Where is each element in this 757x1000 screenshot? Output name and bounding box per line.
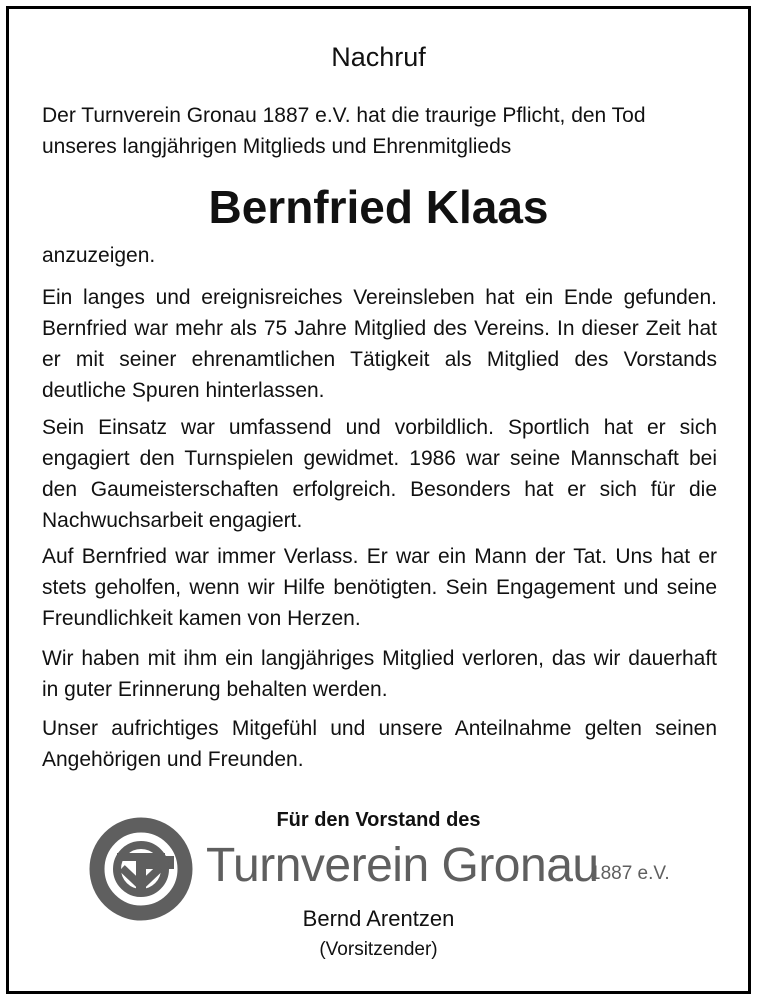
paragraph-1: Ein langes und ereignisreiches Vereinsleben hat ein Ende gefunden. Bernfried war mehr als 75 Jahre Mitglied des Vereins. In dieser Zeit hat er mit seiner ehrenamtlichen Tätigkeit als Mitglied des Vorstands deutliche Spuren hinterlassen. xyxy=(42,286,717,402)
after-name-text: anzuzeigen. xyxy=(42,244,156,267)
paragraph-3: Auf Bernfried war immer Verlass. Er war ein Mann der Tat. Uns hat er stets geholfen, wenn wir Hilfe benötigten. Sein Engagement und seine Freundlichkeit kamen von Herzen. xyxy=(42,545,717,630)
club-name: Turnverein Gronau xyxy=(206,839,599,892)
deceased-name: Bernfried Klaas xyxy=(208,181,549,233)
club-year: 1887 e.V. xyxy=(590,863,670,884)
signer-name: Bernd Arentzen xyxy=(302,906,455,931)
signature-heading: Für den Vorstand des xyxy=(276,809,481,831)
paragraph-5: Unser aufrichtiges Mitgefühl und unsere Anteilnahme gelten seinen Angehörigen und Freunden. xyxy=(42,717,717,771)
paragraph-4: Wir haben mit ihm ein langjähriges Mitglied verloren, das wir dauerhaft in guter Erinnerung behalten werden. xyxy=(42,647,717,701)
intro-line-2: unseres langjährigen Mitglieds und Ehrenmitglieds xyxy=(42,135,512,158)
notice-title: Nachruf xyxy=(331,42,426,72)
signer-role: (Vorsitzender) xyxy=(319,939,438,960)
intro-line-1: Der Turnverein Gronau 1887 e.V. hat die traurige Pflicht, den Tod xyxy=(42,104,646,127)
paragraph-2: Sein Einsatz war umfassend und vorbildlich. Sportlich hat er sich engagiert den Turnspielen gewidmet. 1986 war seine Mannschaft bei den Gaumeisterschaften erfolgreich. Besonders hat er sich für die Nachwuchsarbeit engagiert. xyxy=(42,416,717,532)
